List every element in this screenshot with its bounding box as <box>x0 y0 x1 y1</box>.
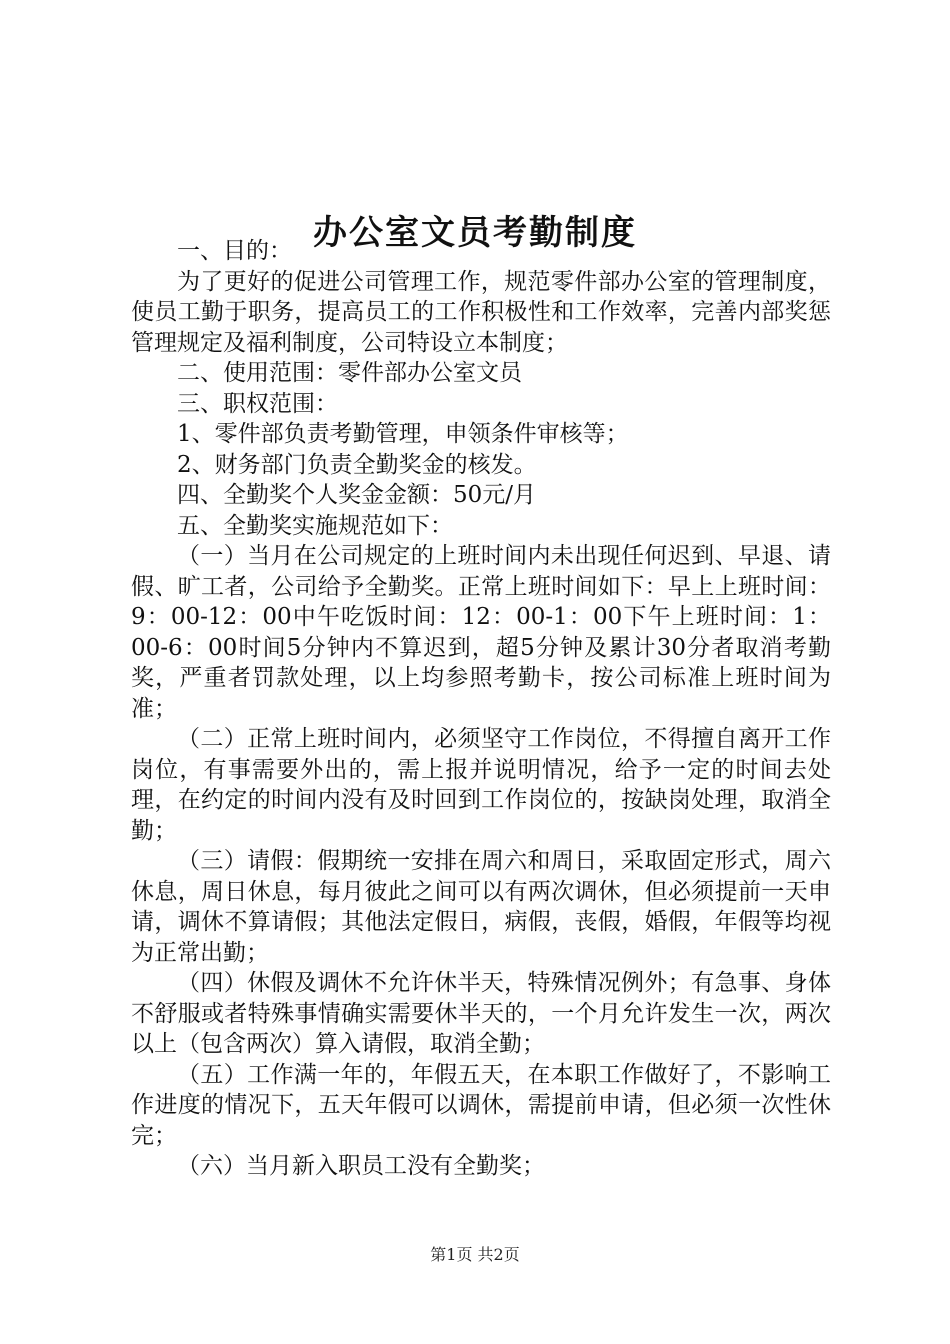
paragraph: 一、目的： <box>177 238 292 264</box>
paragraph: 五、全勤奖实施规范如下： <box>177 512 453 539</box>
paragraph: 四、全勤奖个人奖金金额：50元/月 <box>177 482 537 508</box>
paragraph: 为了更好的促进公司管理工作，规范零件部办公室的管理制度，使员工勤于职务，提高员工的工作积极性和工作效率，完善内部奖惩管理规定及福利制度，公司特设立本制度； <box>131 268 831 356</box>
paragraph: （三）请假：假期统一安排在周六和周日，采取固定形式，周六休息，周日休息，每月彼此之间可以有两次调休，但必须提前一天申请，调休不算请假；其他法定假日，病假，丧假，婚假，年假等均视为正常出勤； <box>131 848 831 966</box>
paragraph: 2、财务部门负责全勤奖金的核发。 <box>177 451 537 478</box>
paragraph: （四）休假及调休不允许休半天，特殊情况例外；有急事、身体不舒服或者特殊事情确实需要休半天的，一个月允许发生一次，两次以上（包含两次）算入请假，取消全勤； <box>131 970 831 1057</box>
paragraph: 三、职权范围： <box>177 390 338 417</box>
paragraph: 二、使用范围：零件部办公室文员 <box>177 360 522 386</box>
paragraph: （一）当月在公司规定的上班时间内未出现任何迟到、早退、请假、旷工者，公司给予全勤奖。正常上班时间如下：早上上班时间：9：00-12：00中午吃饭时间：12：00-1：00下午上班时间：1：00-6：00时间5分钟内不算迟到，超5分钟及累计30分者取消考勤奖，严重者罚款处理，以上均参照考勤卡，按公司标准上班时间为准； <box>131 543 831 722</box>
document-body <box>131 236 831 1182</box>
page-number-footer: 第1页 共2页 <box>430 1245 520 1264</box>
paragraph: （二）正常上班时间内，必须坚守工作岗位，不得擅自离开工作岗位，有事需要外出的，需上报并说明情况，给予一定的时间去处理，在约定的时间内没有及时回到工作岗位的，按缺岗处理，取消全勤； <box>131 726 831 844</box>
document-title: 办公室文员考勤制度 <box>313 212 637 253</box>
paragraph: （六）当月新入职员工没有全勤奖； <box>177 1153 545 1179</box>
paragraph: （五）工作满一年的，年假五天，在本职工作做好了，不影响工作进度的情况下，五天年假可以调休，需提前申请，但必须一次性休完； <box>131 1061 831 1149</box>
paragraph: 1、零件部负责考勤管理，申领条件审核等； <box>177 421 629 447</box>
